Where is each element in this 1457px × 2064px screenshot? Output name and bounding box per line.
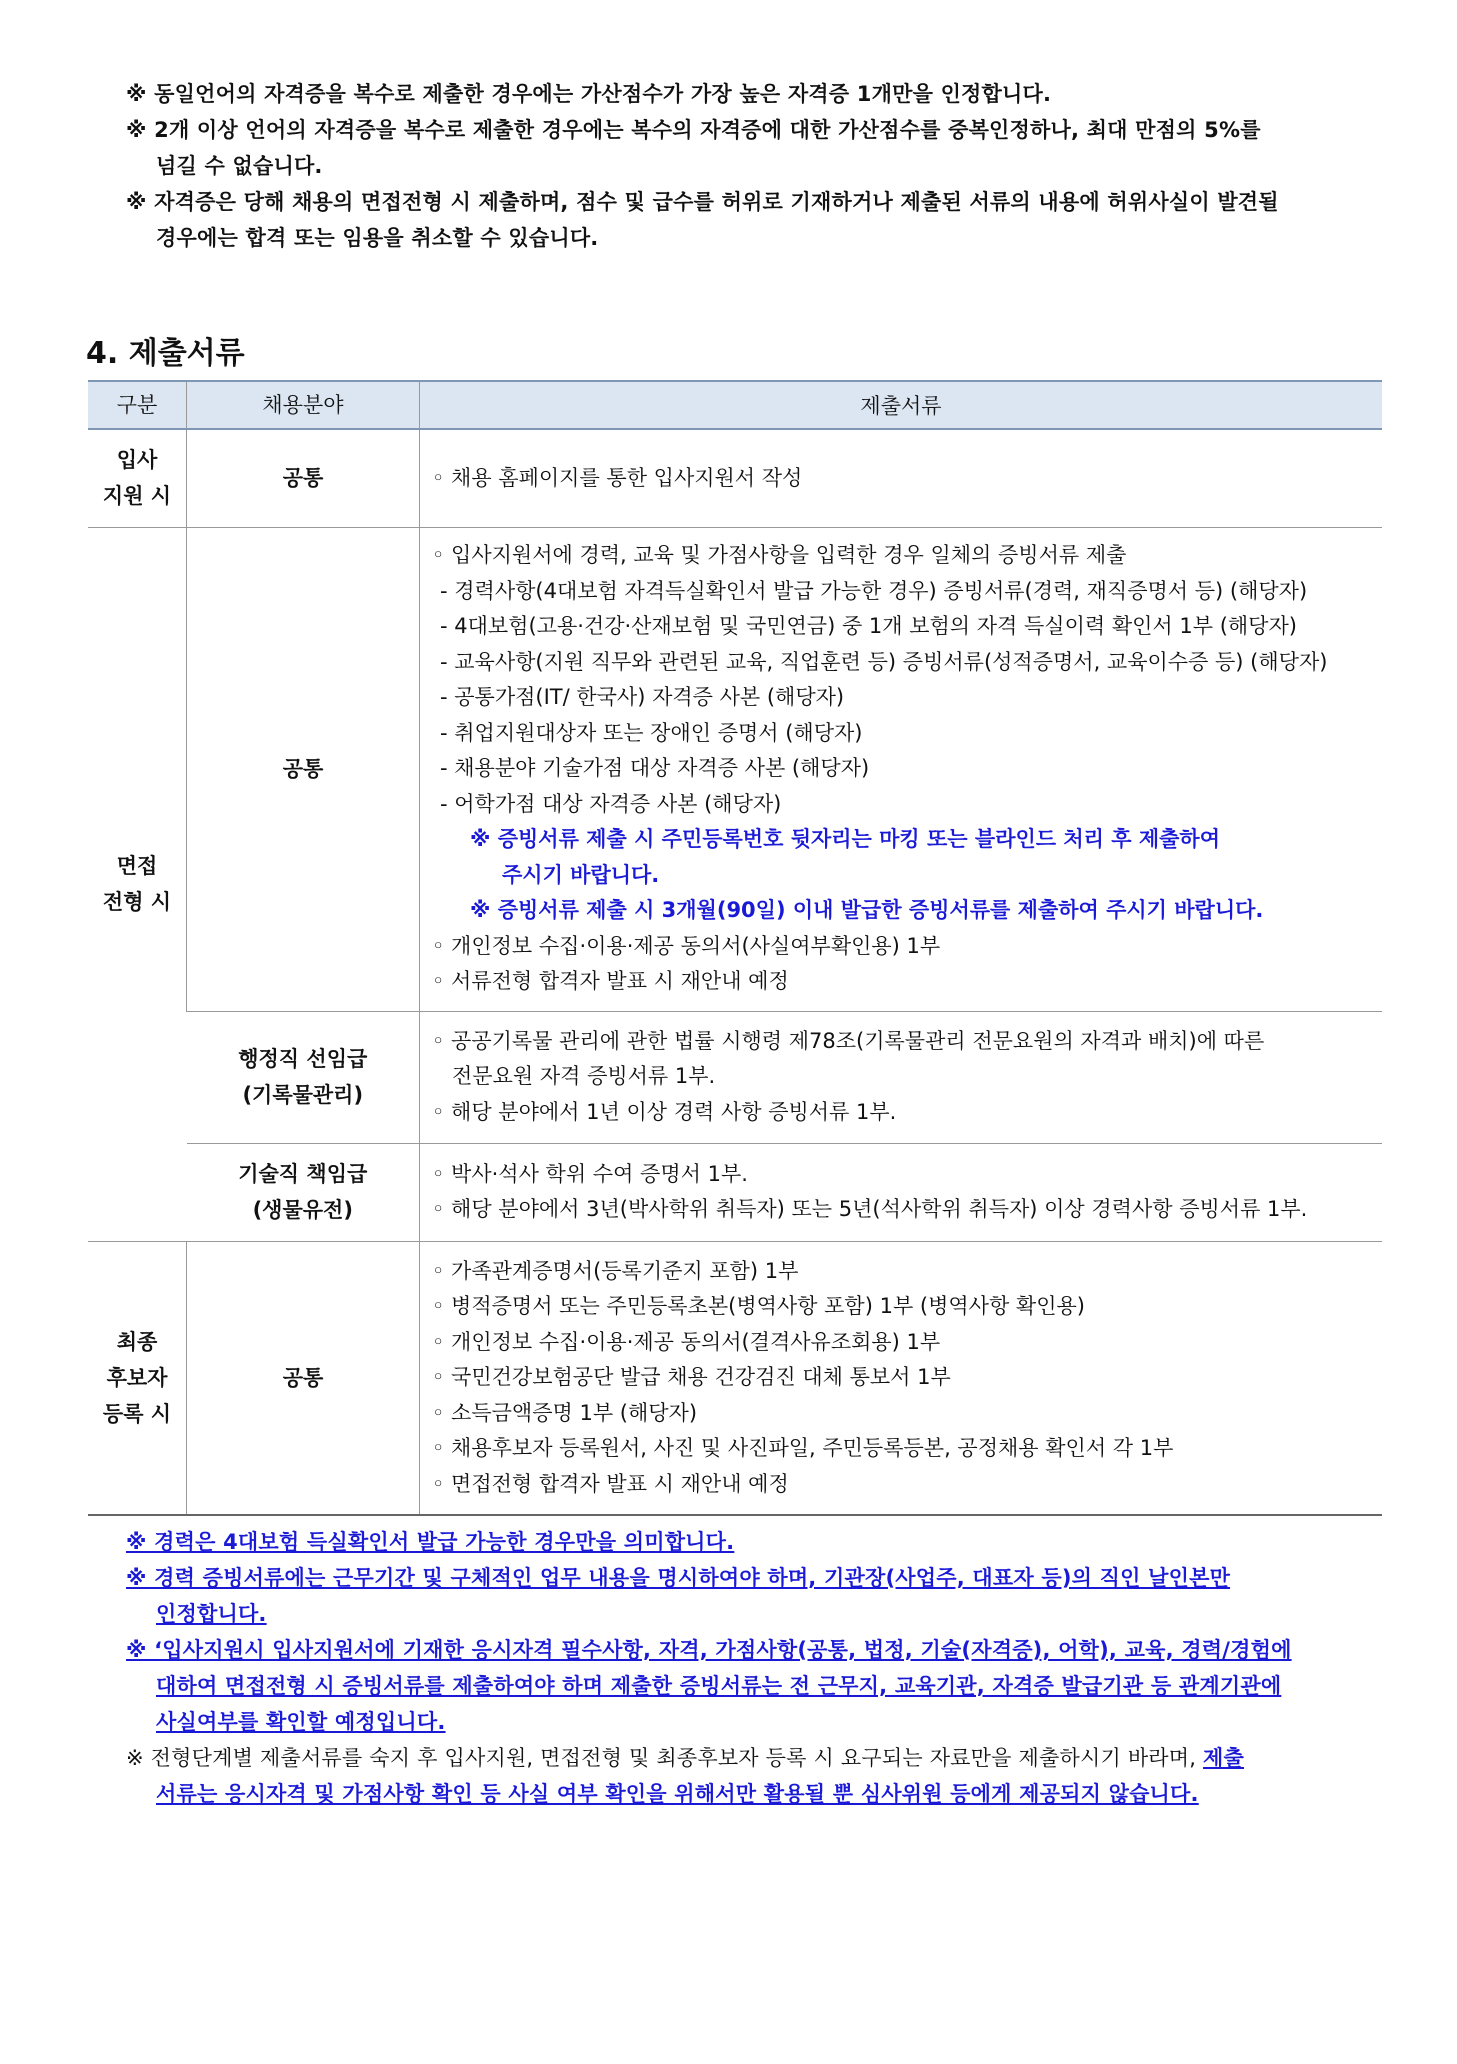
category-label: 후보자	[106, 1365, 168, 1390]
table-row	[88, 527, 1382, 1011]
document-item: ◦ 개인정보 수집·이용·제공 동의서(사실여부확인용) 1부	[432, 933, 941, 958]
documents-cell	[420, 1011, 1383, 1143]
section-title: 4. 제출서류	[86, 336, 245, 371]
document-item: ◦ 병적증명서 또는 주민등록초본(병역사항 포함) 1부 (병역사항 확인용)	[432, 1294, 1085, 1318]
document-item: ◦ 박사·석사 학위 수여 증명서 1부.	[432, 1161, 748, 1186]
category-cell	[88, 527, 187, 1241]
document-item: - 교육사항(지원 직무와 관련된 교육, 직업훈련 등) 증빙서류(성적증명서, 교육이수증 등) (해당자)	[440, 649, 1328, 674]
document-item: - 채용분야 기술가점 대상 자격증 사본 (해당자)	[440, 756, 870, 781]
document-item: - 어학가점 대상 자격증 사본 (해당자)	[440, 791, 782, 816]
note-line: ※ 경력 증빙서류에는 근무기간 및 구체적인 업무 내용을 명시하여야 하며, 기관장(사업주, 대표자 등)의 직인 날인본만	[126, 1566, 1231, 1590]
field-cell: 공통	[187, 527, 420, 1011]
table-row	[88, 429, 1382, 527]
documents-cell	[420, 1143, 1383, 1241]
note-text: ※ 전형단계별 제출서류를 숙지 후 입사지원, 면접전형 및 최종후보자 등록 시 요구되는 자료만을 제출하시기 바라며,	[126, 1746, 1204, 1770]
document-item: ◦ 채용후보자 등록원서, 사진 및 사진파일, 주민등록등본, 공정채용 확인서 각 1부	[432, 1436, 1174, 1460]
note-highlight: 제출	[1203, 1746, 1245, 1770]
document-item: ◦ 공공기록물 관리에 관한 법률 시행령 제78조(기록물관리 전문요원의 자격과 배치)에 따른	[432, 1028, 1265, 1053]
header-documents: 제출서류	[420, 381, 1383, 429]
category-label: 면접	[116, 854, 158, 878]
document-item: ◦ 면접전형 합격자 발표 시 재안내 예정	[432, 1471, 789, 1496]
note-line: ※ 동일언어의 자격증을 복수로 제출한 경우에는 가산점수가 가장 높은 자격증 1개만을 인정합니다.	[126, 82, 1052, 106]
document-item: ◦ 채용 홈페이지를 통한 입사지원서 작성	[432, 465, 803, 490]
note-line: 사실여부를 확인할 예정입니다.	[156, 1710, 446, 1734]
field-label: (기록물관리)	[242, 1083, 364, 1107]
field-cell: 공통	[187, 429, 420, 527]
note-line: ※ 2개 이상 언어의 자격증을 복수로 제출한 경우에는 복수의 자격증에 대한 가산점수를 중복인정하나, 최대 만점의 5%를	[126, 118, 1261, 142]
note-line: 경우에는 합격 또는 임용을 취소할 수 있습니다.	[156, 226, 599, 250]
note-line: 인정합니다.	[156, 1602, 267, 1626]
document-item: - 취업지원대상자 또는 장애인 증명서 (해당자)	[440, 720, 863, 745]
document-item: - 공통가점(IT/ 한국사) 자격증 사본 (해당자)	[440, 685, 845, 710]
warning-note: ※ 증빙서류 제출 시 3개월(90일) 이내 발급한 증빙서류를 제출하여 주시기 바랍니다.	[470, 898, 1264, 923]
category-label: 전형 시	[102, 890, 172, 914]
field-cell	[187, 1143, 420, 1241]
document-item: ◦ 소득금액증명 1부 (해당자)	[432, 1400, 698, 1425]
category-cell	[88, 1241, 187, 1515]
category-cell	[88, 429, 187, 527]
field-label: 기술직 책임급	[238, 1162, 368, 1186]
document-item: ◦ 입사지원서에 경력, 교육 및 가점사항을 입력한 경우 일체의 증빙서류 제출	[432, 543, 1127, 568]
field-label: 행정직 선임급	[238, 1047, 368, 1071]
document-item: ◦ 해당 분야에서 3년(박사학위 취득자) 또는 5년(석사학위 취득자) 이상 경력사항 증빙서류 1부.	[432, 1197, 1308, 1221]
category-label: 입사	[116, 448, 158, 473]
documents-cell	[420, 1241, 1383, 1515]
documents-cell	[420, 429, 1383, 527]
document-item: - 4대보험(고용·건강·산재보험 및 국민연금) 중 1개 보험의 자격 득실이력 확인서 1부 (해당자)	[440, 614, 1297, 639]
documents-cell	[420, 527, 1383, 1011]
document-item: ◦ 해당 분야에서 1년 이상 경력 사항 증빙서류 1부.	[432, 1099, 897, 1124]
category-label: 최종	[116, 1329, 158, 1354]
note-line: ※ ‘입사지원시 입사지원서에 기재한 응시자격 필수사항, 자격, 가점사항(공통, 법정, 기술(자격증), 어학), 교육, 경력/경험에	[126, 1638, 1292, 1662]
table-row	[88, 1241, 1382, 1515]
documents-table	[88, 380, 1382, 1516]
note-line	[126, 1740, 1292, 1776]
note-line: ※ 경력은 4대보험 득실확인서 발급 가능한 경우만을 의미합니다.	[126, 1530, 735, 1554]
field-cell: 공통	[187, 1241, 420, 1515]
category-label: 등록 시	[102, 1401, 172, 1426]
category-label: 지원 시	[102, 484, 172, 509]
field-cell	[187, 1011, 420, 1143]
field-label: (생물유전)	[252, 1198, 353, 1222]
bottom-notes	[126, 1524, 1292, 1812]
note-line: ※ 자격증은 당해 채용의 면접전형 시 제출하며, 점수 및 급수를 허위로 기재하거나 제출된 서류의 내용에 허위사실이 발견될	[126, 190, 1279, 214]
table-row	[88, 1143, 1382, 1241]
document-item: ◦ 서류전형 합격자 발표 시 재안내 예정	[432, 969, 789, 994]
document-item: 전문요원 자격 증빙서류 1부.	[452, 1064, 716, 1089]
header-category: 구분	[88, 381, 187, 429]
table-header-row	[88, 381, 1382, 429]
note-line: 넘길 수 없습니다.	[156, 154, 323, 178]
document-item: ◦ 국민건강보험공단 발급 채용 건강검진 대체 통보서 1부	[432, 1365, 951, 1389]
warning-note: ※ 증빙서류 제출 시 주민등록번호 뒷자리는 마킹 또는 블라인드 처리 후 제출하여	[470, 827, 1220, 852]
document-item: - 경력사항(4대보험 자격득실확인서 발급 가능한 경우) 증빙서류(경력, 재직증명서 등) (해당자)	[440, 578, 1308, 603]
header-field: 채용분야	[187, 381, 420, 429]
note-line: 대하여 면접전형 시 증빙서류를 제출하여야 하며 제출한 증빙서류는 전 근무지, 교육기관, 자격증 발급기관 등 관계기관에	[156, 1674, 1282, 1698]
document-item: ◦ 개인정보 수집·이용·제공 동의서(결격사유조회용) 1부	[432, 1329, 941, 1354]
note-line: 서류는 응시자격 및 가점사항 확인 등 사실 여부 확인을 위해서만 활용될 뿐 심사위원 등에게 제공되지 않습니다.	[156, 1782, 1199, 1806]
table-row	[88, 1011, 1382, 1143]
top-notes	[126, 76, 1279, 256]
document-item: ◦ 가족관계증명서(등록기준지 포함) 1부	[432, 1258, 799, 1283]
warning-note: 주시기 바랍니다.	[502, 862, 660, 887]
